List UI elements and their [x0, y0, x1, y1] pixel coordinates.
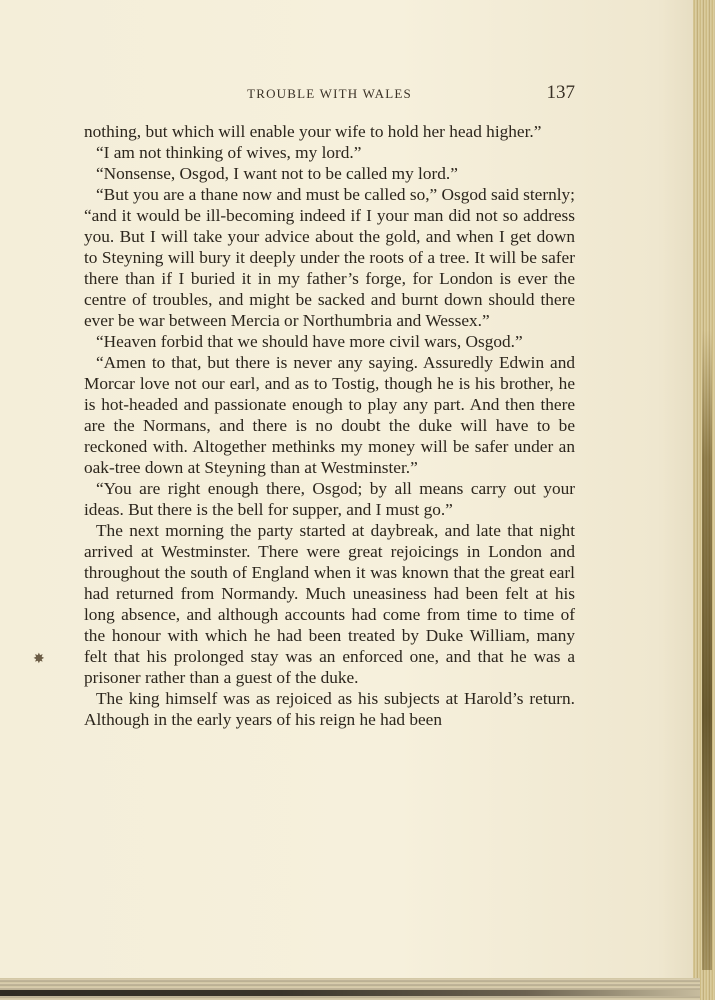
paragraph: nothing, but which will enable your wife to hold her head higher.”: [84, 122, 542, 141]
paragraph: The king himself was as rejoiced as his subjects at Harold’s return. Although in the early years of his reign he had been: [84, 689, 575, 729]
paragraph: “But you are a thane now and must be called so,” Osgod said sternly; “and it would be ill-becoming indeed if I your man did not so address you. But I will take your advice about the gold, and when I get down to Steyning will bury it deeply under the roots of a tree. It will be safer there than if I buried it in my father’s forge, for London is ever the centre of troubles, and might be sacked and burnt down should there ever be war between Mercia or Northumbria and Wessex.”: [84, 185, 575, 330]
paragraph: The next morning the party started at daybreak, and late that night arrived at Westminster. There were great rejoicings in London and throughout the south of England when it was known that the great earl had returned from Normandy. Much uneasiness had been felt at his long absence, and although accounts had come from time to time of the honour with which he had been treated by Duke William, many felt that his prolonged stay was an enforced one, and that he was a prisoner rather than a guest of the duke.: [84, 521, 575, 687]
paragraph: “I am not thinking of wives, my lord.”: [96, 143, 362, 162]
running-head: TROUBLE WITH WALES: [247, 86, 412, 101]
paragraph: “Nonsense, Osgod, I want not to be called my lord.”: [96, 164, 458, 183]
body-text: [84, 121, 575, 730]
margin-mark: ✸: [33, 652, 45, 667]
paragraph: “Heaven forbid that we should have more civil wars, Osgod.”: [96, 332, 523, 351]
bottom-page-stack: [0, 978, 700, 1000]
bottom-edge-line: [0, 990, 700, 996]
paragraph: “Amen to that, but there is never any saying. Assuredly Edwin and Morcar love not our earl, and as to Tostig, though he is his brother, he is hot-headed and passionate enough to play any part. And then there are the Normans, and there is no doubt the duke will have to be reckoned with. Altogether methinks my money will be safer under an oak-tree down at Steyning than at Westminster.”: [84, 353, 575, 477]
paragraph: “You are right enough there, Osgod; by all means carry out your ideas. But there is the bell for supper, and I must go.”: [84, 479, 575, 519]
page-header: [84, 82, 575, 108]
page-number: 137: [546, 82, 575, 103]
binding-shadow: [702, 330, 712, 970]
